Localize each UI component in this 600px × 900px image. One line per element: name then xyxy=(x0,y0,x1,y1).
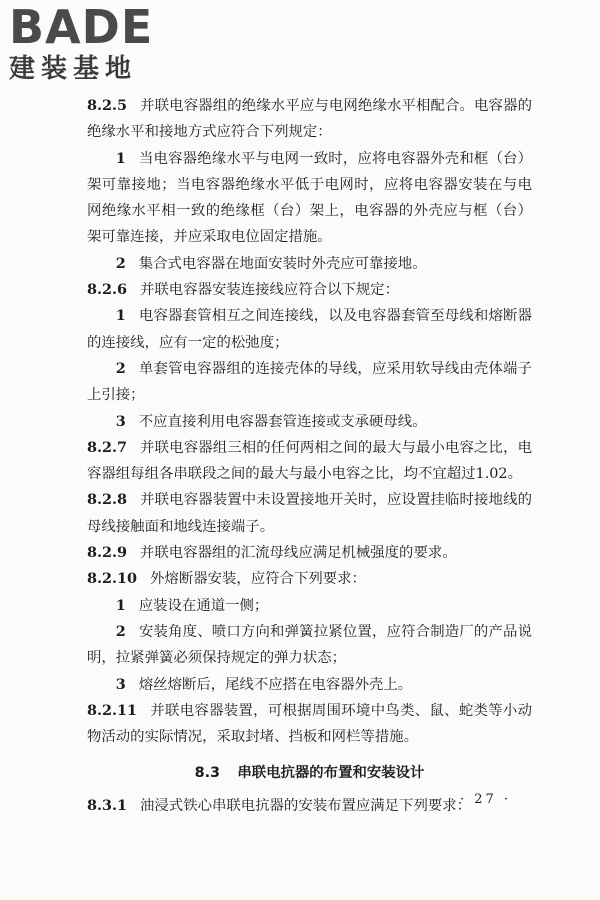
section-heading-8-3: 8.3 串联电抗器的布置和安装设计 xyxy=(194,765,425,782)
clause-8-2-7: 8.2.7 并联电容器组三相的任何两相之间的最大与最小电容之比，电容器组每组各串联段之间的最大与最小电容之比，均不宜超过1.02。 xyxy=(87,438,532,483)
clause-8-2-10: 8.2.10 外熔断器安装，应符合下列要求： xyxy=(87,570,366,588)
clause-8-2-5: 8.2.5 并联电容器组的绝缘水平应与电网绝缘水平相配合。电容器的绝缘水平和接地方式应符合下列规定： xyxy=(87,97,532,141)
page-number: · 27 · xyxy=(460,792,512,807)
clause-8-2-5-item-1: 1 当电容器绝缘水平与电网一致时，应将电容器外壳和框（台）架可靠接地；当电容器绝缘水平低于电网时，应将电容器安装在与电网绝缘水平相一致的绝缘框（台）架上，电容器的外壳应与框（台）架可靠连接，并应采取电位固定措施。 xyxy=(87,149,532,246)
logo-subtitle: 建装基地 xyxy=(9,54,138,84)
document-body xyxy=(87,93,532,819)
clause-8-2-9: 8.2.9 并联电容器组的汇流母线应满足机械强度的要求。 xyxy=(87,544,457,562)
clause-8-3-1: 8.3.1 油浸式铁心串联电抗器的安装布置应满足下列要求： xyxy=(87,796,472,814)
clause-8-2-6-item-3: 3 不应直接利用电容器套管连接或支承硬母线。 xyxy=(115,412,427,430)
bade-logo xyxy=(9,2,179,86)
clause-8-2-10-item-3: 3 熔丝熔断后，尾线不应搭在电容器外壳上。 xyxy=(115,675,413,693)
clause-8-2-10-item-2: 2 安装角度、喷口方向和弹簧拉紧位置，应符合制造厂的产品说明，拉紧弹簧必须保持规定的弹力状态； xyxy=(87,622,532,667)
clause-8-2-6-item-2: 2 单套管电容器组的连接壳体的导线，应采用软导线由壳体端子上引接； xyxy=(87,359,532,404)
logo-text: BADE xyxy=(9,0,154,54)
clause-8-2-6-item-1: 1 电容器套管相互之间连接线，以及电容器套管至母线和熔断器的连接线，应有一定的松弛度； xyxy=(87,307,532,351)
clause-8-2-8: 8.2.8 并联电容器装置中未设置接地开关时，应设置挂临时接地线的母线接触面和地线连接端子。 xyxy=(87,491,532,535)
clause-8-2-10-item-1: 1 应装设在通道一侧； xyxy=(115,596,269,614)
clause-8-2-11: 8.2.11 并联电容器装置，可根据周围环境中鸟类、鼠、蛇类等小动物活动的实际情况，采取封堵、挡板和网栏等措施。 xyxy=(87,701,532,746)
clause-8-2-5-item-2: 2 集合式电容器在地面安装时外壳应可靠接地。 xyxy=(115,254,427,272)
clause-8-2-6: 8.2.6 并联电容器安装连接线应符合以下规定： xyxy=(87,281,400,299)
